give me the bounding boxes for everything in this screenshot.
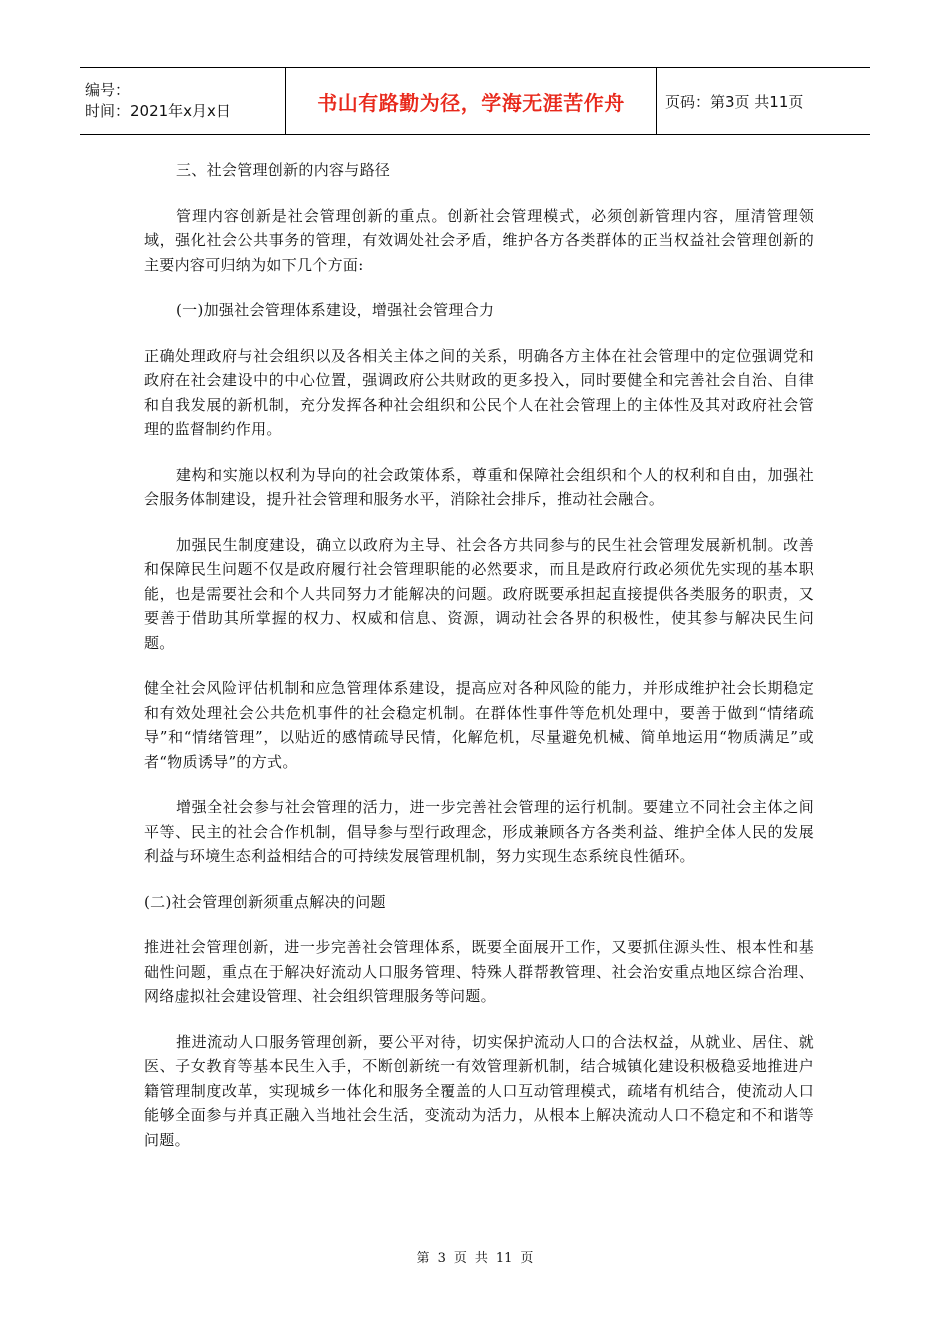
footer-page-number: 3 (437, 1251, 446, 1266)
header-motto: 书山有路勤为径，学海无涯苦作舟 (317, 90, 625, 115)
section-heading: 三、社会管理创新的内容与路径 (176, 161, 391, 179)
body-paragraph: 健全社会风险评估机制和应急管理体系建设，提高应对各种风险的能力，并形成维护社会长期稳定和有效处理社会公共危机事件的社会稳定机制。在群体性事件等危机处理中，要善于做到“情绪疏导”和“情绪管理”，以贴近的感情疏导民情，化解危机，尽量避免机械、简单地运用“物质满足”或者“物质诱导”的方式。 (144, 679, 814, 771)
body-paragraph: 正确处理政府与社会组织以及各相关主体之间的关系，明确各方主体在社会管理中的定位强调党和政府在社会建设中的中心位置，强调政府公共财政的更多投入，同时要健全和完善社会自治、自律和自我发展的新机制，充分发挥各种社会组织和公民个人在社会管理上的主体性及其对政府社会管理的监督制约作用。 (144, 346, 814, 438)
header-motto-cell (286, 68, 657, 135)
doc-number-label: 编号： (85, 81, 131, 99)
body-paragraph: 加强民生制度建设，确立以政府为主导、社会各方共同参与的民生社会管理发展新机制。改善和保障民生问题不仅是政府履行社会管理职能的必然要求，而且是政府行政必须优先实现的基本职能，也是需要社会和个人共同努力才能解决的问题。政府既要承担起直接提供各类服务的职责，又要善于借助其所掌握的权力、权威和信息、资源，调动社会各界的积极性，使其参与解决民生问题。 (144, 535, 814, 652)
body-paragraph: 推进社会管理创新，进一步完善社会管理体系，既要全面展开工作，又要抓住源头性、根本性和基础性问题，重点在于解决好流动人口服务管理、特殊人群帮教管理、社会治安重点地区综合治理、网络虚拟社会建设管理、社会组织管理服务等问题。 (144, 938, 814, 1005)
header-meta (80, 68, 286, 135)
header-page-label: 页码：第3页 共11页 (657, 68, 871, 135)
document-header (80, 67, 870, 135)
body-paragraph: 增强全社会参与社会管理的活力，进一步完善社会管理的运行机制。要建立不同社会主体之间平等、民主的社会合作机制，倡导参与型行政理念，形成兼顾各方各类利益、维护全体人民的发展利益与环境生态利益相结合的可持续发展管理机制，努力实现生态系统良性循环。 (144, 798, 814, 865)
doc-time-label: 时间：2021年x月x日 (85, 102, 231, 120)
body-paragraph: 管理内容创新是社会管理创新的重点。创新社会管理模式，必须创新管理内容，厘清管理领域，强化社会公共事务的管理，有效调处社会矛盾，维护各方各类群体的正当权益社会管理创新的主要内容可归纳为如下几个方面: (144, 206, 814, 274)
body-paragraph: 推进流动人口服务管理创新，要公平对待，切实保护流动人口的合法权益，从就业、居住、就医、子女教育等基本民生入手，不断创新统一有效管理新机制，结合城镇化建设积极稳妥地推进户籍管理制度改革，实现城乡一体化和服务全覆盖的人口互动管理模式，疏堵有机结合，使流动人口能够全面参与并真正融入当地社会生活，变流动为活力，从根本上解决流动人口不稳定和不和谐等问题。 (144, 1032, 814, 1149)
document-body (144, 158, 814, 1173)
footer-total-pages: 11 (495, 1251, 513, 1266)
subsection-heading: (二)社会管理创新须重点解决的问题 (144, 892, 386, 911)
footer-gong: 共 (474, 1251, 488, 1266)
footer-di: 第 (416, 1251, 430, 1266)
footer-ye: 页 (453, 1251, 467, 1266)
body-paragraph: 建构和实施以权利为导向的社会政策体系，尊重和保障社会组织和个人的权利和自由，加强社会服务体制建设，提升社会管理和服务水平，消除社会排斥，推动社会融合。 (144, 465, 814, 508)
page-footer (0, 1247, 950, 1266)
subsection-heading: (一)加强社会管理体系建设，增强社会管理合力 (176, 301, 495, 319)
footer-ye2: 页 (520, 1251, 534, 1266)
